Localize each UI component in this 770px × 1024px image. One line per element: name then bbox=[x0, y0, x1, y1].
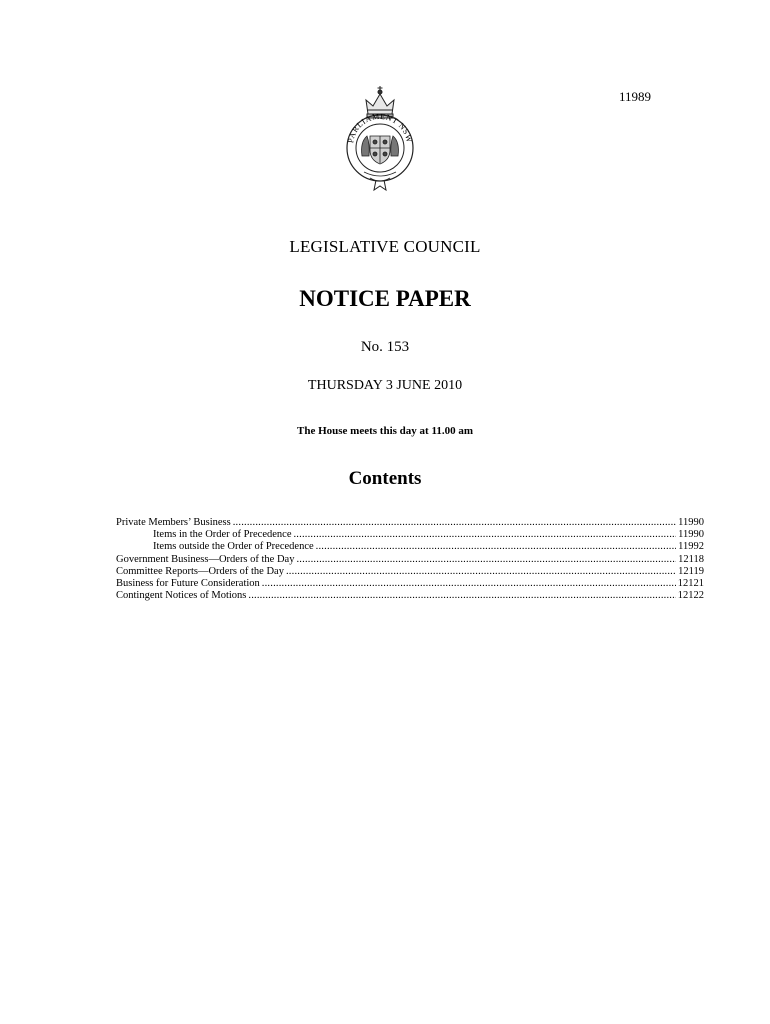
page-number: 11989 bbox=[619, 89, 652, 104]
toc-entry-private-members-business[interactable] bbox=[116, 517, 704, 529]
toc-leader bbox=[262, 578, 676, 590]
toc-entry-committee-reports[interactable] bbox=[116, 566, 704, 578]
toc-entry-label: Committee Reports—Orders of the Day bbox=[116, 565, 284, 577]
chamber-name: LEGISLATIVE COUNCIL bbox=[289, 237, 481, 256]
toc-entry-label: Items outside the Order of Precedence bbox=[153, 541, 314, 553]
toc-leader bbox=[316, 541, 676, 553]
toc-entry-label: Items in the Order of Precedence bbox=[153, 529, 292, 541]
toc-leader bbox=[286, 566, 676, 578]
table-of-contents bbox=[116, 517, 704, 602]
toc-entry-page: 11990 bbox=[678, 529, 704, 541]
toc-entry-government-business[interactable] bbox=[116, 554, 704, 566]
toc-leader bbox=[293, 529, 676, 541]
toc-entry-page: 12119 bbox=[678, 565, 704, 577]
toc-entry-contingent-notices[interactable] bbox=[116, 590, 704, 602]
toc-entry-page: 12121 bbox=[677, 578, 704, 590]
toc-entry-page: 12122 bbox=[677, 590, 704, 602]
toc-entry-page: 11992 bbox=[678, 541, 704, 553]
document-date: THURSDAY 3 JUNE 2010 bbox=[307, 378, 463, 393]
toc-entry-items-in-order-of-precedence[interactable] bbox=[116, 529, 704, 541]
document-title: NOTICE PAPER bbox=[299, 286, 471, 311]
crest-motto: PARLIAMENT NSW bbox=[346, 111, 414, 144]
toc-entry-label: Private Members’ Business bbox=[116, 517, 231, 528]
toc-entry-label: Business for Future Consideration bbox=[116, 578, 260, 590]
toc-entry-page: 11990 bbox=[678, 517, 704, 528]
sitting-time: The House meets this day at 11.00 am bbox=[297, 425, 473, 437]
parliament-nsw-crest-icon bbox=[340, 84, 420, 196]
toc-entry-page: 12118 bbox=[678, 553, 704, 565]
document-number: No. 153 bbox=[360, 339, 410, 355]
toc-entry-business-future-consideration[interactable] bbox=[116, 578, 704, 590]
toc-entry-label: Government Business—Orders of the Day bbox=[116, 553, 295, 565]
toc-leader bbox=[248, 590, 675, 602]
contents-heading: Contents bbox=[348, 468, 422, 489]
toc-entry-items-outside-order-of-precedence[interactable] bbox=[116, 541, 704, 553]
toc-leader bbox=[233, 517, 676, 529]
toc-entry-label: Contingent Notices of Motions bbox=[116, 590, 247, 602]
toc-leader bbox=[296, 554, 676, 566]
